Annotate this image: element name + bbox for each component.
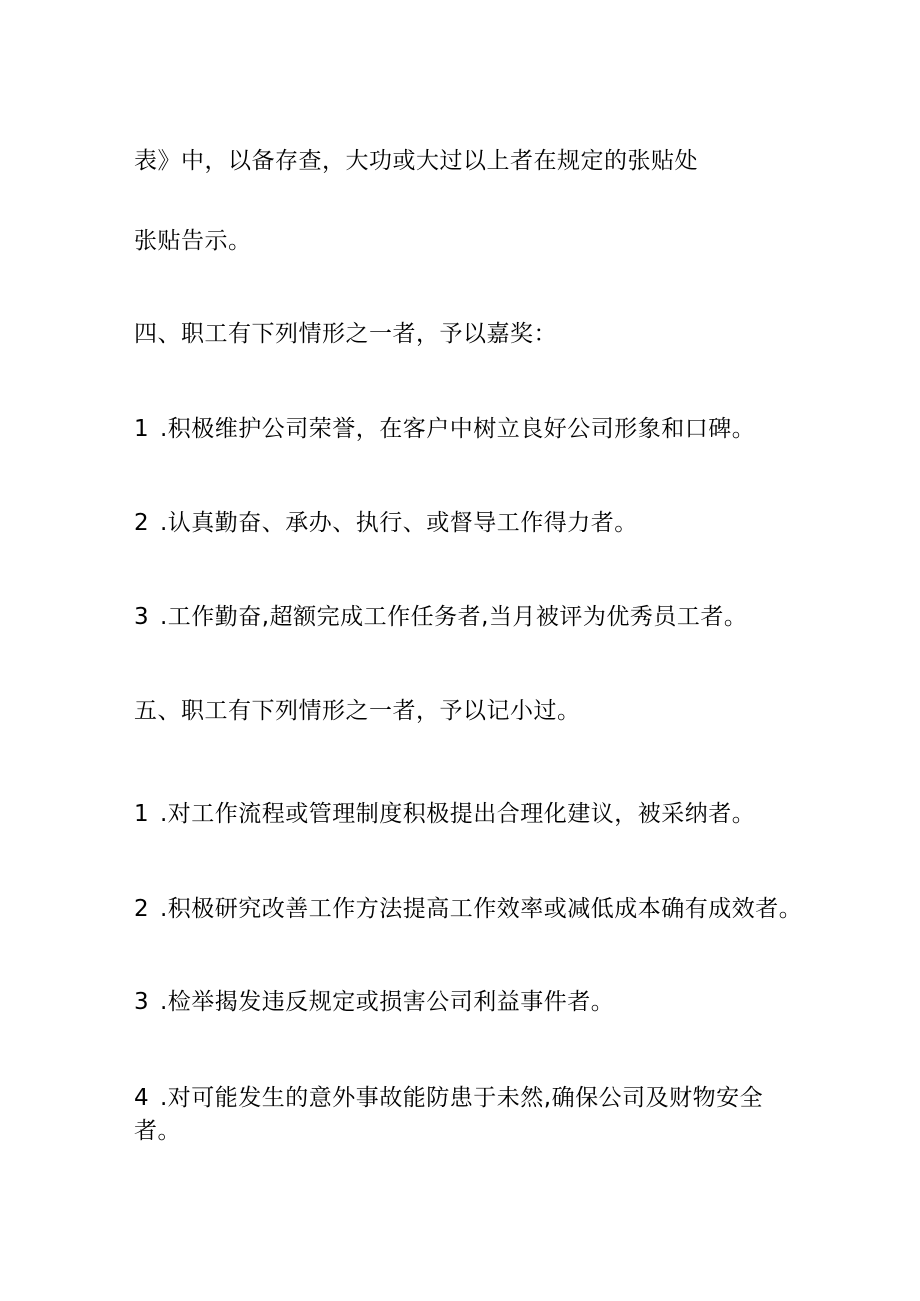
- list-item-text: .对可能发生的意外事故能防患于未然,确保公司及财物安全: [160, 1085, 764, 1111]
- list-item-text: .检举揭发违反规定或损害公司利益事件者。: [160, 989, 615, 1015]
- section-heading-minor-merit: 五、职工有下列情形之一者，予以记小过。: [134, 698, 581, 724]
- list-item: [134, 508, 638, 538]
- list-item-number: 2: [134, 510, 150, 536]
- list-item: [134, 987, 614, 1017]
- list-item-text: .积极研究改善工作方法提高工作效率或减低成本确有成效者。: [160, 896, 803, 922]
- paragraph-continuation: 表》中，以备存查，大功或大过以上者在规定的张贴处: [134, 148, 698, 174]
- list-item-number: 2: [134, 896, 150, 922]
- list-item: [134, 1083, 763, 1113]
- section-heading-commendation: 四、职工有下列情形之一者，予以嘉奖：: [134, 321, 557, 347]
- list-item: [134, 602, 747, 632]
- list-item-number: 1: [134, 801, 150, 827]
- list-item-number: 3: [134, 989, 150, 1015]
- list-item-number: 1: [134, 416, 150, 442]
- list-item-text: .对工作流程或管理制度积极提出合理化建议，被采纳者。: [160, 801, 756, 827]
- list-item-continuation: 者。: [134, 1118, 181, 1144]
- list-item-text: .积极维护公司荣誉，在客户中树立良好公司形象和口碑。: [160, 416, 756, 442]
- list-item: [134, 894, 802, 924]
- paragraph-continuation-end: 张贴告示。: [134, 228, 252, 254]
- list-item-text: .工作勤奋,超额完成工作任务者,当月被评为优秀员工者。: [160, 604, 748, 630]
- list-item-number: 3: [134, 604, 150, 630]
- list-item: [134, 414, 755, 444]
- list-item: [134, 799, 755, 829]
- list-item-text: .认真勤奋、承办、执行、或督导工作得力者。: [160, 510, 638, 536]
- list-item-number: 4: [134, 1085, 150, 1111]
